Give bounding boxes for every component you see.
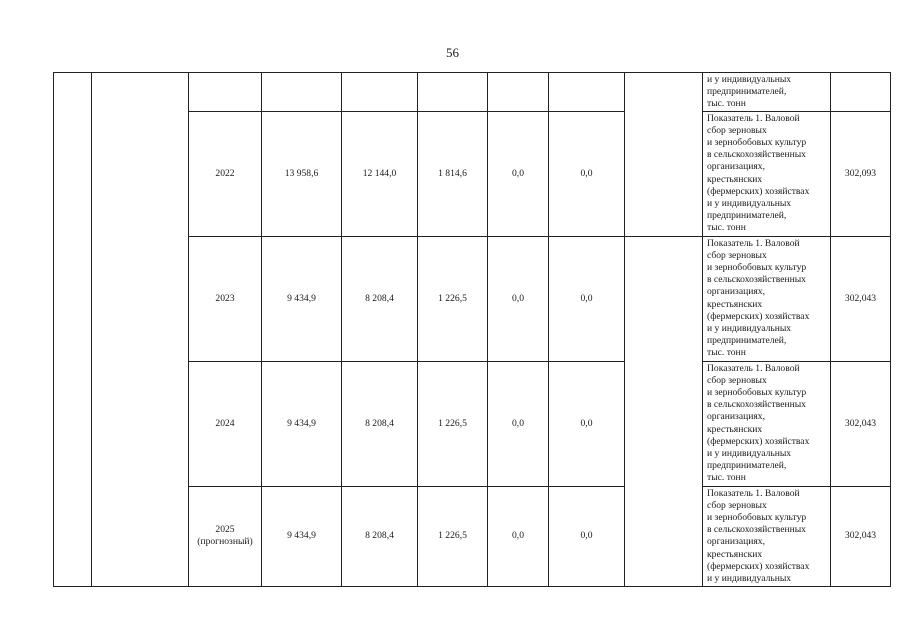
value-cell-v5 — [549, 73, 625, 112]
value-cell-v4 — [488, 73, 549, 112]
year-cell — [189, 73, 262, 112]
indicator-line: тыс. тонн — [707, 222, 746, 234]
indicator-line: сбор зерновых — [707, 374, 767, 386]
indicator-line: в сельскохозяйственных — [707, 524, 806, 536]
indicator-line: организациях, — [707, 411, 765, 423]
indicator-line: крестьянских — [707, 423, 763, 435]
year-note: (прогнозный) — [197, 536, 253, 548]
executor-cell — [625, 73, 703, 237]
indicator-line: сбор зерновых — [707, 249, 767, 261]
indicator-line: и у индивидуальных — [707, 323, 792, 335]
indicator-line: предпринимателей, — [707, 335, 787, 347]
indicator-line: Показатель 1. Валовой — [707, 237, 800, 249]
value-cell-v1: 13 958,6 — [262, 111, 342, 236]
value-cell-v3: 1 814,6 — [418, 111, 488, 236]
indicator-line: предпринимателей, — [707, 86, 787, 98]
indicator-line: тыс. тонн — [707, 347, 746, 359]
value-cell-v5: 0,0 — [549, 111, 625, 236]
indicator-cell — [703, 236, 831, 361]
executor-cell — [625, 236, 703, 586]
value-cell-v3 — [418, 73, 488, 112]
value-cell-v5: 0,0 — [549, 486, 625, 586]
indicator-line: организациях, — [707, 286, 765, 298]
indicator-line: крестьянских — [707, 173, 763, 185]
target-value-cell: 302,093 — [831, 111, 891, 236]
target-value-cell: 302,043 — [831, 361, 891, 486]
indicator-line: организациях, — [707, 161, 765, 173]
value-cell-v3: 1 226,5 — [418, 486, 488, 586]
year-cell — [189, 111, 262, 236]
value-cell-v4: 0,0 — [488, 486, 549, 586]
year-value: 2022 — [215, 167, 235, 179]
indicator-line: и у индивидуальных — [707, 198, 792, 210]
program-table — [53, 72, 891, 587]
indicator-line: и зернобобовых культур — [707, 137, 807, 149]
indicator-line: тыс. тонн — [707, 472, 746, 484]
indicator-line: в сельскохозяйственных — [707, 149, 806, 161]
indicator-line: (фермерских) хозяйствах — [707, 185, 810, 197]
indicator-line: Показатель 1. Валовой — [707, 362, 800, 374]
indicator-line: сбор зерновых — [707, 499, 767, 511]
value-cell-v2 — [342, 73, 418, 112]
value-cell-v2: 8 208,4 — [342, 486, 418, 586]
year-value: 2025 — [215, 523, 235, 535]
indicator-line: (фермерских) хозяйствах — [707, 310, 810, 322]
year-cell — [189, 486, 262, 586]
target-value-cell: 302,043 — [831, 486, 891, 586]
value-cell-v2: 12 144,0 — [342, 111, 418, 236]
year-value: 2024 — [215, 417, 235, 429]
target-value-cell — [831, 73, 891, 112]
indicator-line: в сельскохозяйственных — [707, 399, 806, 411]
indicator-line: Показатель 1. Валовой — [707, 487, 800, 499]
value-cell-v2: 8 208,4 — [342, 361, 418, 486]
indicator-line: крестьянских — [707, 298, 763, 310]
value-cell-v3: 1 226,5 — [418, 361, 488, 486]
indicator-cell — [703, 486, 831, 586]
value-cell-v1 — [262, 73, 342, 112]
year-value: 2023 — [215, 292, 235, 304]
indicator-line: сбор зерновых — [707, 124, 767, 136]
indicator-line: предпринимателей, — [707, 210, 787, 222]
indicator-line: и зернобобовых культур — [707, 512, 807, 524]
indicator-line: предпринимателей, — [707, 460, 787, 472]
indicator-line: (фермерских) хозяйствах — [707, 435, 810, 447]
indicator-line: и зернобобовых культур — [707, 387, 807, 399]
value-cell-v4: 0,0 — [488, 361, 549, 486]
year-cell — [189, 236, 262, 361]
value-cell-v5: 0,0 — [549, 236, 625, 361]
value-cell-v3: 1 226,5 — [418, 236, 488, 361]
indicator-line: и зернобобовых культур — [707, 262, 807, 274]
value-cell-v1: 9 434,9 — [262, 486, 342, 586]
indicator-line: Показатель 1. Валовой — [707, 112, 800, 124]
value-cell-v4: 0,0 — [488, 111, 549, 236]
indicator-line: и у индивидуальных — [707, 448, 792, 460]
value-cell-v4: 0,0 — [488, 236, 549, 361]
value-cell-v1: 9 434,9 — [262, 361, 342, 486]
number-cell — [54, 73, 92, 587]
table-body — [54, 73, 891, 587]
indicator-line: и у индивидуальных — [707, 74, 792, 85]
name-cell — [92, 73, 189, 587]
value-cell-v2: 8 208,4 — [342, 236, 418, 361]
value-cell-v5: 0,0 — [549, 361, 625, 486]
indicator-cell — [703, 73, 831, 112]
indicator-line: крестьянских — [707, 548, 763, 560]
indicator-line: и у индивидуальных — [707, 573, 792, 585]
indicator-line: в сельскохозяйственных — [707, 274, 806, 286]
indicator-cell — [703, 361, 831, 486]
indicator-line: (фермерских) хозяйствах — [707, 560, 810, 572]
year-cell — [189, 361, 262, 486]
value-cell-v1: 9 434,9 — [262, 236, 342, 361]
page-number: 56 — [446, 45, 459, 60]
target-value-cell: 302,043 — [831, 236, 891, 361]
indicator-line: организациях, — [707, 536, 765, 548]
table-row — [54, 73, 891, 112]
indicator-cell — [703, 111, 831, 236]
indicator-line: тыс. тонн — [707, 98, 746, 110]
